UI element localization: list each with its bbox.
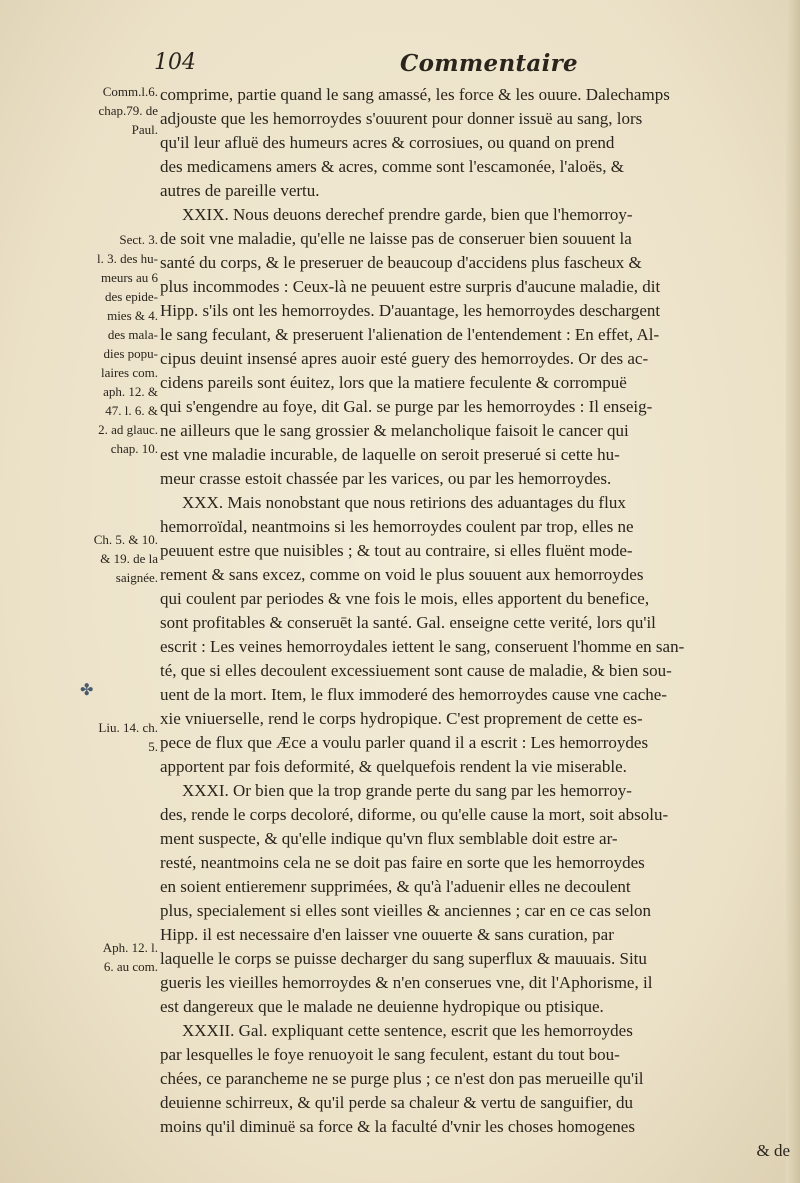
text-line: qui coulent par periodes & vne fois le mois, elles apportent du benefice, [160,589,650,608]
body-text [160,82,792,1172]
margin-note: Aph. 12. l. 6. au com. [102,940,158,974]
text-line: qu'il leur afluë des humeurs acres & corrosiues, ou quand on prend [160,133,615,152]
text-line: cipus deuint insensé apres auoir esté guery des hemorroydes. Or des ac- [160,349,649,368]
text-line: resté, neantmoins cela ne se doit pas faire en sorte que les hemorroydes [160,853,645,872]
text-line: XXX. Mais nonobstant que nous retirions des aduantages du flux [182,493,626,512]
text-line: en soient entieremenr supprimées, & qu'à l'aduenir elles ne decoulent [160,877,631,896]
text-line: peuuent estre que nuisibles ; & tout au contraire, si elles fluënt mode- [160,541,633,560]
text-line: pece de flux que Æce a voulu parler quand il a escrit : Les hemorroydes [160,733,649,752]
text-line: xie vniuerselle, rend le corps hydropique. C'est proprement de cette es- [160,709,643,728]
text-line: est vne maladie incurable, de laquelle on seroit preserué si cette hu- [160,445,620,464]
margin-notes [56,82,156,1162]
margin-note: Ch. 5. & 10. & 19. de la saignée. [93,532,158,585]
text-line: deuienne schirreux, & qu'il perde sa chaleur & vertu de sanguifier, du [160,1093,634,1112]
text-line: sont profitables & conseruēt la santé. Gal. enseigne cette verité, lors qu'il [160,613,656,632]
text-line: XXIX. Nous deuons derechef prendre garde, bien que l'hemorroy- [182,205,633,224]
text-line: rement & sans excez, comme on void le plus souuent aux hemorroydes [160,565,644,584]
text-line: moins qu'il diminuë sa force & la faculté d'vnir les choses homogenes [160,1117,635,1136]
margin-note: Sect. 3. l. 3. des hu- meurs au 6 des epide- mies & 4. des mala- dies popu- laires com. aph. 12. & 47. l. 6. & 2. ad glauc. chap. 10. [96,232,158,456]
margin-note: Comm.l.6. chap.79. de Paul. [98,84,158,137]
text-line: laquelle le corps se puisse decharger du sang superflux & mauuais. Situ [160,949,647,968]
text-line: Hipp. s'ils ont les hemorroydes. D'auantage, les hemorroydes deschargent [160,301,661,320]
text-line: XXXII. Gal. expliquant cette sentence, escrit que les hemorroydes [182,1021,633,1040]
page-header [150,50,790,84]
text-line: hemorroïdal, neantmoins si les hemorroydes coulent par trop, elles ne [160,517,634,536]
catchword: & de [756,1141,790,1160]
text-line: est dangereux que le malade ne deuienne hydropique ou ptisique. [160,997,604,1016]
margin-note: Liu. 14. ch. 5. [98,720,158,754]
text-line: apportent par fois deformité, & quelquefois rendent la vie miserable. [160,757,627,776]
text-line: gueris les vieilles hemorroydes & n'en conserues vne, dit l'Aphorisme, il [160,973,653,992]
text-line: adjouste que les hemorroydes s'ouurent pour donner issuë au sang, lors [160,109,643,128]
text-line: meur crasse estoit chassée par les varices, ou par les hemorroydes. [160,469,612,488]
text-line: le sang feculant, & preseruent l'alienation de l'entendement : En effet, Al- [160,325,660,344]
text-line: autres de pareille vertu. [160,181,320,200]
text-line: plus incommodes : Ceux-là ne peuuent estre surpris d'aucune maladie, dit [160,277,661,296]
text-line: comprime, partie quand le sang amassé, les force & les ouure. Dalechamps [160,85,670,104]
text-line: plus, specialement si elles sont vieilles & anciennes ; car en ce cas selon [160,901,651,920]
text-line: XXXI. Or bien que la trop grande perte du sang par les hemorroy- [182,781,632,800]
printer-ornament-icon: ✤ [80,680,94,699]
text-line: Hipp. il est necessaire d'en laisser vne ouuerte & sans curation, par [160,925,614,944]
text-line: uent de la mort. Item, le flux immoderé des hemorroydes cause vne cache- [160,685,667,704]
page-number: 104 [154,50,196,75]
text-line: chées, ce parancheme ne se purge plus ; ce n'est don pas merueille qu'il [160,1069,644,1088]
running-head: Commentaire [400,50,578,77]
text-line: qui s'engendre au foye, dit Gal. se purge par les hemorroydes : Il enseig- [160,397,653,416]
text-line: escrit : Les veines hemorroydales iettent le sang, conseruent l'homme en san- [160,637,685,656]
text-line: par lesquelles le foye renuoyoit le sang feculent, estant du tout bou- [160,1045,620,1064]
text-line: té, que si elles decoulent excessiuement sont cause de maladie, & bien sou- [160,661,672,680]
text-line: santé du corps, & le preseruer de beaucoup d'accidens plus fascheux & [160,253,642,272]
text-line: ne ailleurs que le sang grossier & melancholique faisoit le cancer qui [160,421,629,440]
text-line: des, rende le corps decoloré, diforme, ou qu'elle cause la mort, soit absolu- [160,805,669,824]
text-line: des medicamens amers & acres, comme sont l'escamonée, l'aloës, & [160,157,625,176]
text-line: cidens pareils sont éuitez, lors que la matiere feculente & corrompuë [160,373,627,392]
text-line: de soit vne maladie, qu'elle ne laisse pas de conseruer bien souuent la [160,229,632,248]
text-line: ment suspecte, & qu'elle indique qu'vn flux semblable doit estre ar- [160,829,618,848]
